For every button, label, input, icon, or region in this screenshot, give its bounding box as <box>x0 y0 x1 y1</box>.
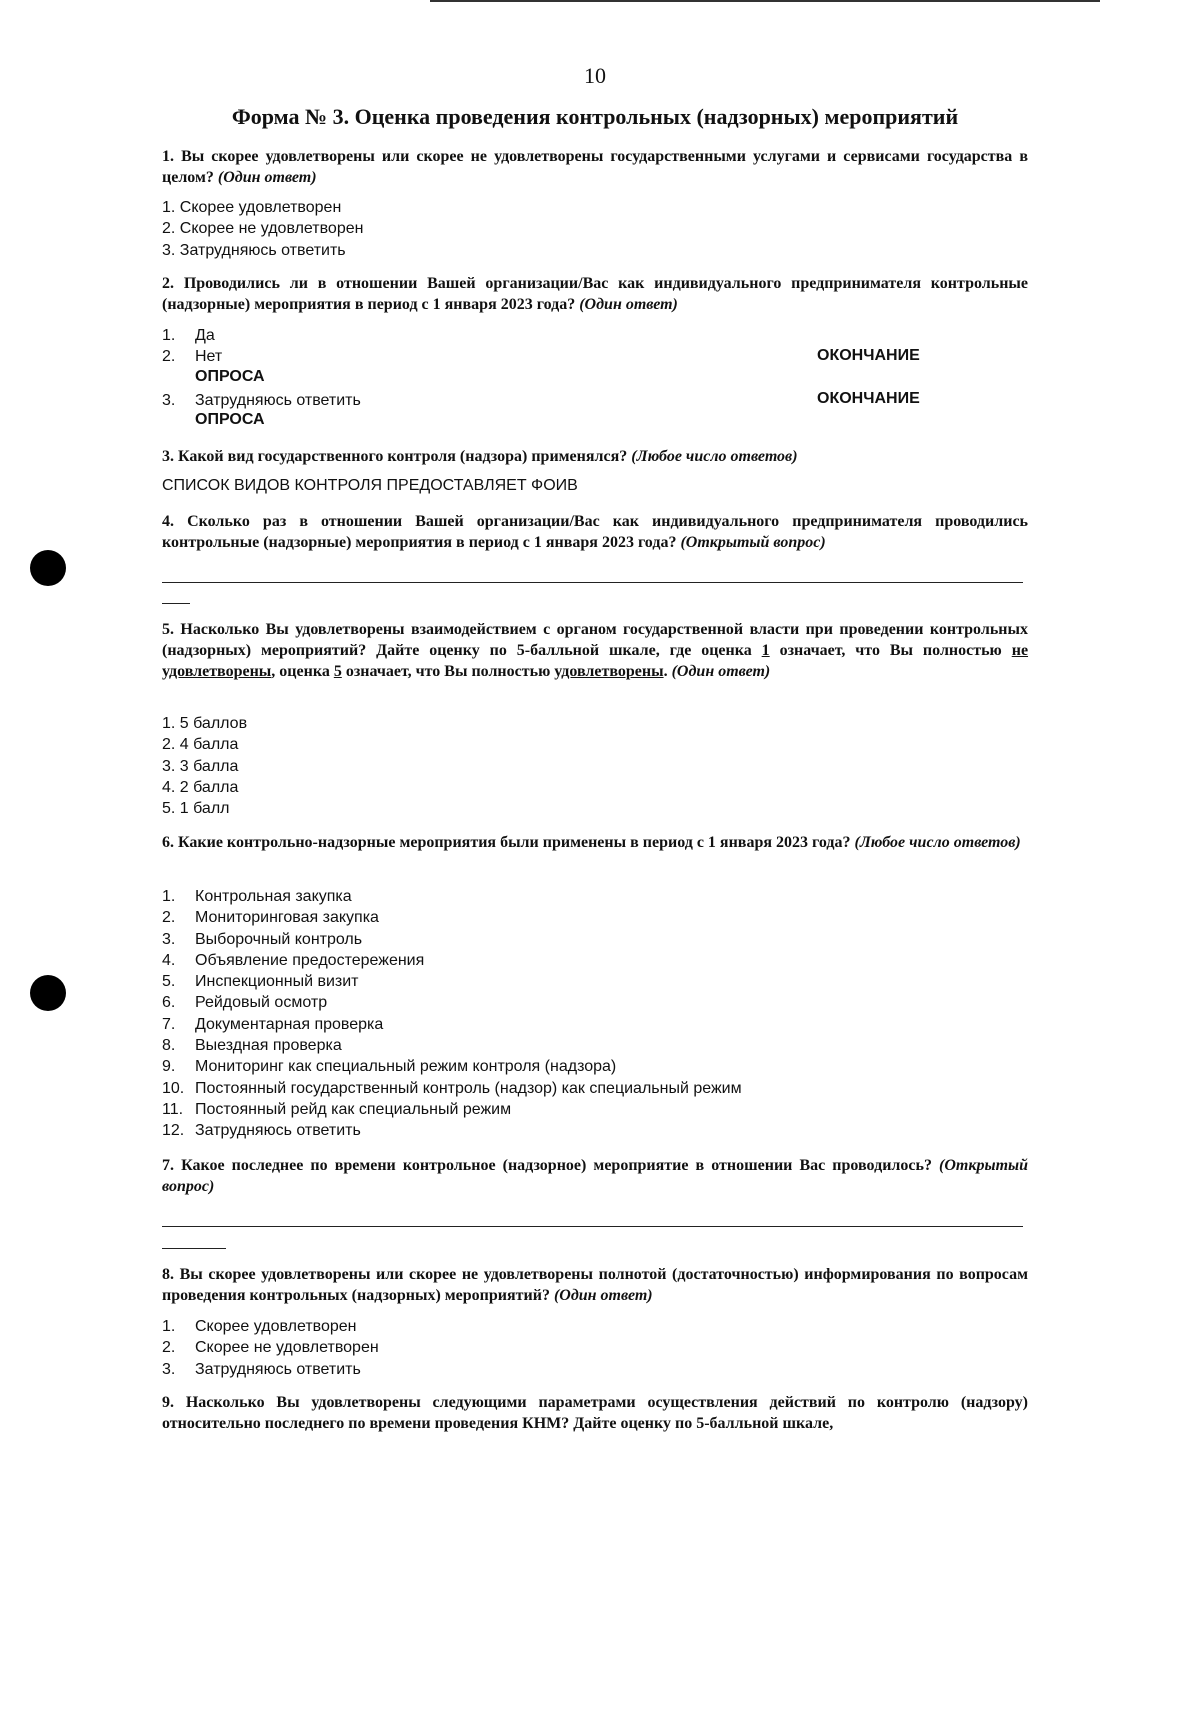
option-item: 1. Да <box>162 327 215 344</box>
score-high: 5 <box>333 663 342 680</box>
question-1 <box>162 146 1028 188</box>
option-item: 1. Скорее удовлетворен <box>162 199 342 216</box>
answer-line <box>162 1226 1023 1227</box>
question-4 <box>162 511 1028 553</box>
page-number: 10 <box>584 63 606 88</box>
score-low: 1 <box>761 642 770 659</box>
answer-note: (Один ответ) <box>579 296 678 313</box>
option-item: 8. Выездная проверка <box>162 1037 342 1055</box>
question-text: 6. Какие контрольно-надзорные мероприятия были применены в период с 1 января 2023 года? <box>162 834 851 851</box>
question-text: 2. Проводились ли в отношении Вашей организации/Вас как индивидуального предпринимателя контрольные (надзорные) мероприятия в период с 1 января 2023 года? <box>162 275 1028 313</box>
satisfied-term: удовлетворены <box>554 663 664 680</box>
question-6 <box>162 832 1028 853</box>
question-text: 8. Вы скорее удовлетворены или скорее не удовлетворены полнотой (достаточностью) информирования по вопросам проведения контрольных (надзорных) мероприятий? <box>162 1266 1028 1304</box>
question-5: 5. Насколько Вы удовлетворены взаимодействием с органом государственной власти при проведении контрольных (надзорных) мероприятий? Дайте оценку по 5-балльной шкале, где оценка 1 означает, что Вы полностью не удовлетворены, оценка 5 означает, что Вы полностью удовлетворены. (Один ответ) <box>162 621 1029 680</box>
question-text: 4. Сколько раз в отношении Вашей организации/Вас как индивидуального предпринимателя проводились контрольные (надзорные) мероприятия в период с 1 января 2023 года? <box>162 513 1028 551</box>
question-text: 7. Какое последнее по времени контрольное (надзорное) мероприятие в отношении Вас проводилось? <box>162 1157 932 1174</box>
answer-line <box>162 1248 226 1249</box>
not-satisfied-term: не удовлетворены <box>162 642 1029 680</box>
option-item: 3. Затрудняюсь ответить <box>162 392 361 409</box>
binder-hole-mark <box>30 975 66 1011</box>
end-of-survey-label: ОПРОСА <box>195 411 265 428</box>
end-of-survey-label: ОКОНЧАНИЕ <box>817 347 920 364</box>
list-note: СПИСОК ВИДОВ КОНТРОЛЯ ПРЕДОСТАВЛЯЕТ ФОИВ <box>162 477 578 494</box>
option-item: 1. Скорее удовлетворен <box>162 1318 357 1335</box>
answer-line <box>162 582 1023 583</box>
q5-options <box>162 713 247 819</box>
end-of-survey-label: ОПРОСА <box>195 368 265 385</box>
q6-options <box>162 886 742 1142</box>
q2-option-3 <box>162 390 361 411</box>
answer-note: (Один ответ) <box>217 169 317 186</box>
answer-note: (Один ответ) <box>553 1287 653 1304</box>
q1-options <box>162 197 363 261</box>
question-9 <box>162 1392 1028 1434</box>
option-item: 2. Скорее не удовлетворен <box>162 1339 379 1357</box>
answer-note: (Открытый вопрос) <box>162 1157 1029 1195</box>
option-item: 4. Объявление предостережения <box>162 951 425 969</box>
option-item: 5. 1 балл <box>162 800 230 818</box>
answer-note: (Любое число ответов) <box>631 448 798 465</box>
end-of-survey-label: ОКОНЧАНИЕ <box>817 390 920 407</box>
question-3 <box>162 446 1028 467</box>
option-item: 1. Контрольная закупка <box>162 888 352 905</box>
option-item: 1. 5 баллов <box>162 715 248 732</box>
answer-note: (Один ответ) <box>671 663 771 680</box>
option-item: 12. Затрудняюсь ответить <box>162 1122 361 1140</box>
option-item: 3. Затрудняюсь ответить <box>162 241 346 259</box>
option-item: 9. Мониторинг как специальный режим контроля (надзора) <box>162 1058 617 1076</box>
option-item: 10. Постоянный государственный контроль (надзор) как специальный режим <box>162 1079 742 1097</box>
option-item: 2. 4 балла <box>162 736 239 754</box>
question-2 <box>162 273 1028 315</box>
answer-line <box>162 603 190 604</box>
q8-options <box>162 1316 379 1380</box>
option-item: 3. Затрудняюсь ответить <box>162 1360 361 1378</box>
option-item: 11. Постоянный рейд как специальный режим <box>162 1100 512 1118</box>
scan-top-edge <box>430 0 1100 2</box>
question-text: 3. Какой вид государственного контроля (надзора) применялся? <box>162 448 628 465</box>
option-item: 3. Выборочный контроль <box>162 930 363 948</box>
question-7 <box>162 1155 1028 1197</box>
question-8 <box>162 1264 1028 1306</box>
option-item: 6. Рейдовый осмотр <box>162 994 328 1012</box>
answer-note: (Любое число ответов) <box>854 834 1021 851</box>
option-item: 2. Мониторинговая закупка <box>162 909 379 927</box>
option-item: 3. 3 балла <box>162 757 239 775</box>
answer-note: (Открытый вопрос) <box>680 534 826 551</box>
question-text: 1. Вы скорее удовлетворены или скорее не удовлетворены государственными услугами и сервисами государства в целом? <box>162 148 1028 186</box>
binder-hole-mark <box>30 550 66 586</box>
option-item: 2. Нет <box>162 348 223 366</box>
option-item: 5. Инспекционный визит <box>162 973 359 991</box>
option-item: 4. 2 балла <box>162 778 239 796</box>
option-item: 7. Документарная проверка <box>162 1015 384 1033</box>
question-text: 9. Насколько Вы удовлетворены следующими параметрами осуществления действий по контролю (надзору) относительно последнего по времени проведения КНМ? Дайте оценку по 5-балльной шкале, <box>162 1394 1028 1432</box>
form-title: Форма № 3. Оценка проведения контрольных (надзорных) мероприятий <box>231 104 959 129</box>
option-item: 2. Скорее не удовлетворен <box>162 220 364 238</box>
q2-options <box>162 325 222 368</box>
